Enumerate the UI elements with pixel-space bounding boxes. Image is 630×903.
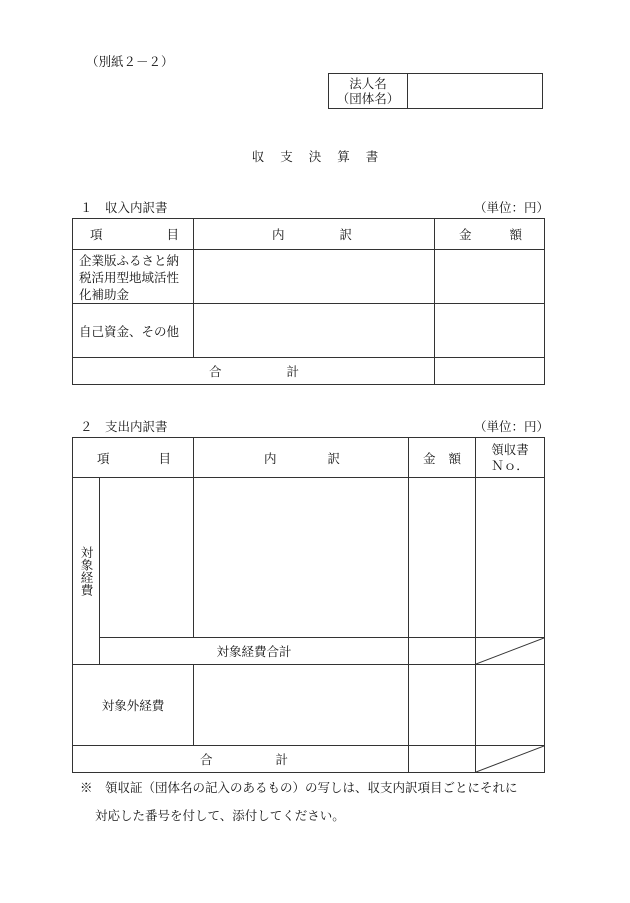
expense-total-row: [73, 746, 545, 773]
table-row: [73, 304, 545, 358]
income-item-own-funds: 自己資金、その他: [73, 304, 194, 358]
eligible-breakdown-cell[interactable]: [194, 478, 409, 638]
corporation-label: 法人名 （団体名）: [329, 74, 408, 109]
header-item: 項 目: [73, 219, 194, 250]
corporation-value[interactable]: [408, 74, 543, 109]
attachment-label: （別紙２－２）: [86, 54, 174, 69]
income-breakdown-cell[interactable]: [194, 250, 435, 304]
income-breakdown-cell[interactable]: [194, 304, 435, 358]
income-unit-label: （単位：円）: [474, 200, 550, 215]
income-table: [72, 218, 545, 385]
header-receipt-no: 領収書 Ｎｏ．: [476, 438, 545, 478]
document-title: 収支決算書: [251, 149, 395, 164]
diagonal-slash: [476, 638, 545, 665]
header-breakdown: 内 訳: [194, 438, 409, 478]
expense-header-row: [73, 438, 545, 478]
eligible-item-cell[interactable]: [100, 478, 194, 638]
ineligible-amount-cell[interactable]: [409, 665, 476, 746]
expense-section-title: ２ 支出内訳書: [80, 419, 168, 434]
eligible-receipt-cell[interactable]: [476, 478, 545, 638]
income-amount-cell[interactable]: [435, 304, 545, 358]
note-line-2: 対応した番号を付して、添付してください。: [95, 808, 345, 823]
income-total-label: 合 計: [73, 358, 435, 385]
expense-total-amount[interactable]: [409, 746, 476, 773]
income-total-amount[interactable]: [435, 358, 545, 385]
expense-unit-label: （単位：円）: [474, 419, 550, 434]
diagonal-slash: [476, 746, 545, 773]
eligible-total-row: [73, 638, 545, 665]
eligible-total-amount[interactable]: [409, 638, 476, 665]
eligible-expense-row: [73, 478, 545, 638]
ineligible-receipt-cell[interactable]: [476, 665, 545, 746]
income-total-row: [73, 358, 545, 385]
expense-table: [72, 437, 545, 773]
corporation-name-box: [328, 73, 543, 109]
ineligible-expense-row: [73, 665, 545, 746]
header-breakdown: 内 訳: [194, 219, 435, 250]
income-section-title: １ 収入内訳書: [80, 200, 168, 215]
income-header-row: [73, 219, 545, 250]
header-amount: 金 額: [409, 438, 476, 478]
eligible-amount-cell[interactable]: [409, 478, 476, 638]
eligible-expense-label: 対象経費: [73, 478, 100, 665]
header-amount: 金 額: [435, 219, 545, 250]
expense-total-label: 合 計: [73, 746, 409, 773]
income-item-subsidy: 企業版ふるさと納税活用型地域活性化補助金: [73, 250, 194, 304]
note-line-1: ※ 領収証（団体名の記入のあるもの）の写しは、収支内訳項目ごとにそれに: [80, 780, 518, 795]
header-item: 項 目: [73, 438, 194, 478]
ineligible-expense-label: 対象外経費: [73, 665, 194, 746]
ineligible-breakdown-cell[interactable]: [194, 665, 409, 746]
table-row: [73, 250, 545, 304]
eligible-total-label: 対象経費合計: [100, 638, 409, 665]
income-amount-cell[interactable]: [435, 250, 545, 304]
